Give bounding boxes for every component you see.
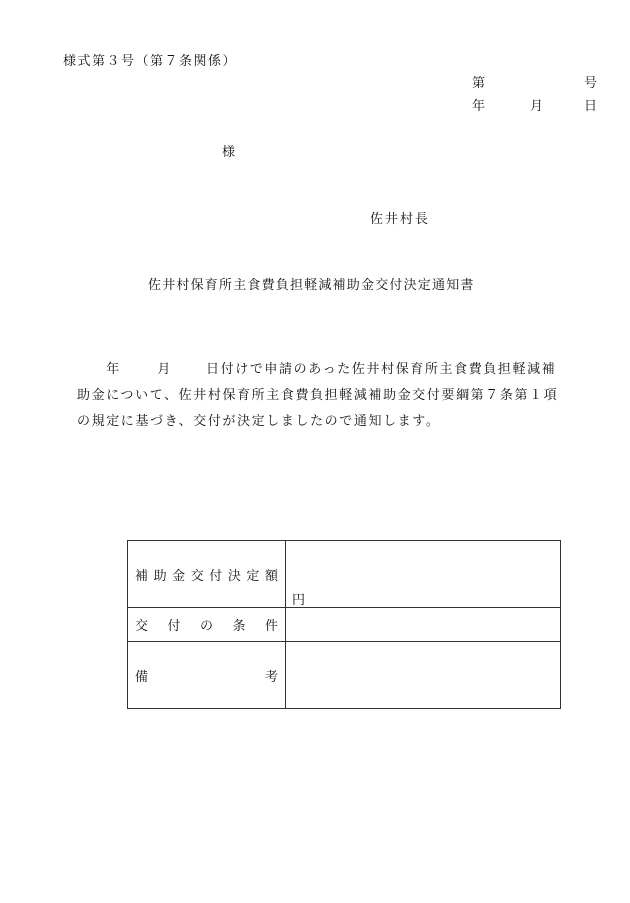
body-text bbox=[77, 357, 602, 435]
body-month: 月 bbox=[157, 362, 173, 377]
document-title: 佐井村保育所主食費負担軽減補助金交付決定通知書 bbox=[148, 278, 475, 293]
form-number: 様式第３号（第７条関係） bbox=[63, 54, 238, 69]
document-number-prefix: 第 bbox=[472, 76, 486, 91]
table-row bbox=[128, 541, 561, 608]
issuer-name: 佐井村長 bbox=[370, 212, 431, 227]
issue-date-month: 月 bbox=[530, 99, 544, 114]
amount-label: 補 助 金 交 付 決 定 額 bbox=[128, 541, 286, 608]
remarks-value-cell bbox=[286, 642, 561, 709]
issue-date-day: 日 bbox=[583, 99, 597, 114]
amount-value-cell bbox=[286, 541, 561, 608]
body-line-1 bbox=[77, 357, 602, 383]
table-row bbox=[128, 642, 561, 709]
grant-decision-table bbox=[127, 540, 561, 709]
body-line-3: の規定に基づき、交付が決定しましたので通知します。 bbox=[77, 414, 441, 429]
recipient-honorific: 様 bbox=[222, 145, 236, 160]
issue-date-year: 年 bbox=[472, 99, 486, 114]
table-row bbox=[128, 608, 561, 642]
conditions-value-cell bbox=[286, 608, 561, 642]
document-number-suffix: 号 bbox=[583, 76, 597, 91]
body-line-2: 助金について、佐井村保育所主食費負担軽減補助金交付要綱第７条第１項 bbox=[77, 388, 559, 403]
remarks-label: 備 考 bbox=[128, 642, 286, 709]
conditions-label: 交 付 の 条 件 bbox=[128, 608, 286, 642]
body-year: 年 bbox=[106, 362, 121, 377]
amount-unit: 円 bbox=[292, 593, 306, 608]
body-line-1-rest: 日付けで申請のあった佐井村保育所主食費負担軽減補 bbox=[206, 362, 557, 377]
